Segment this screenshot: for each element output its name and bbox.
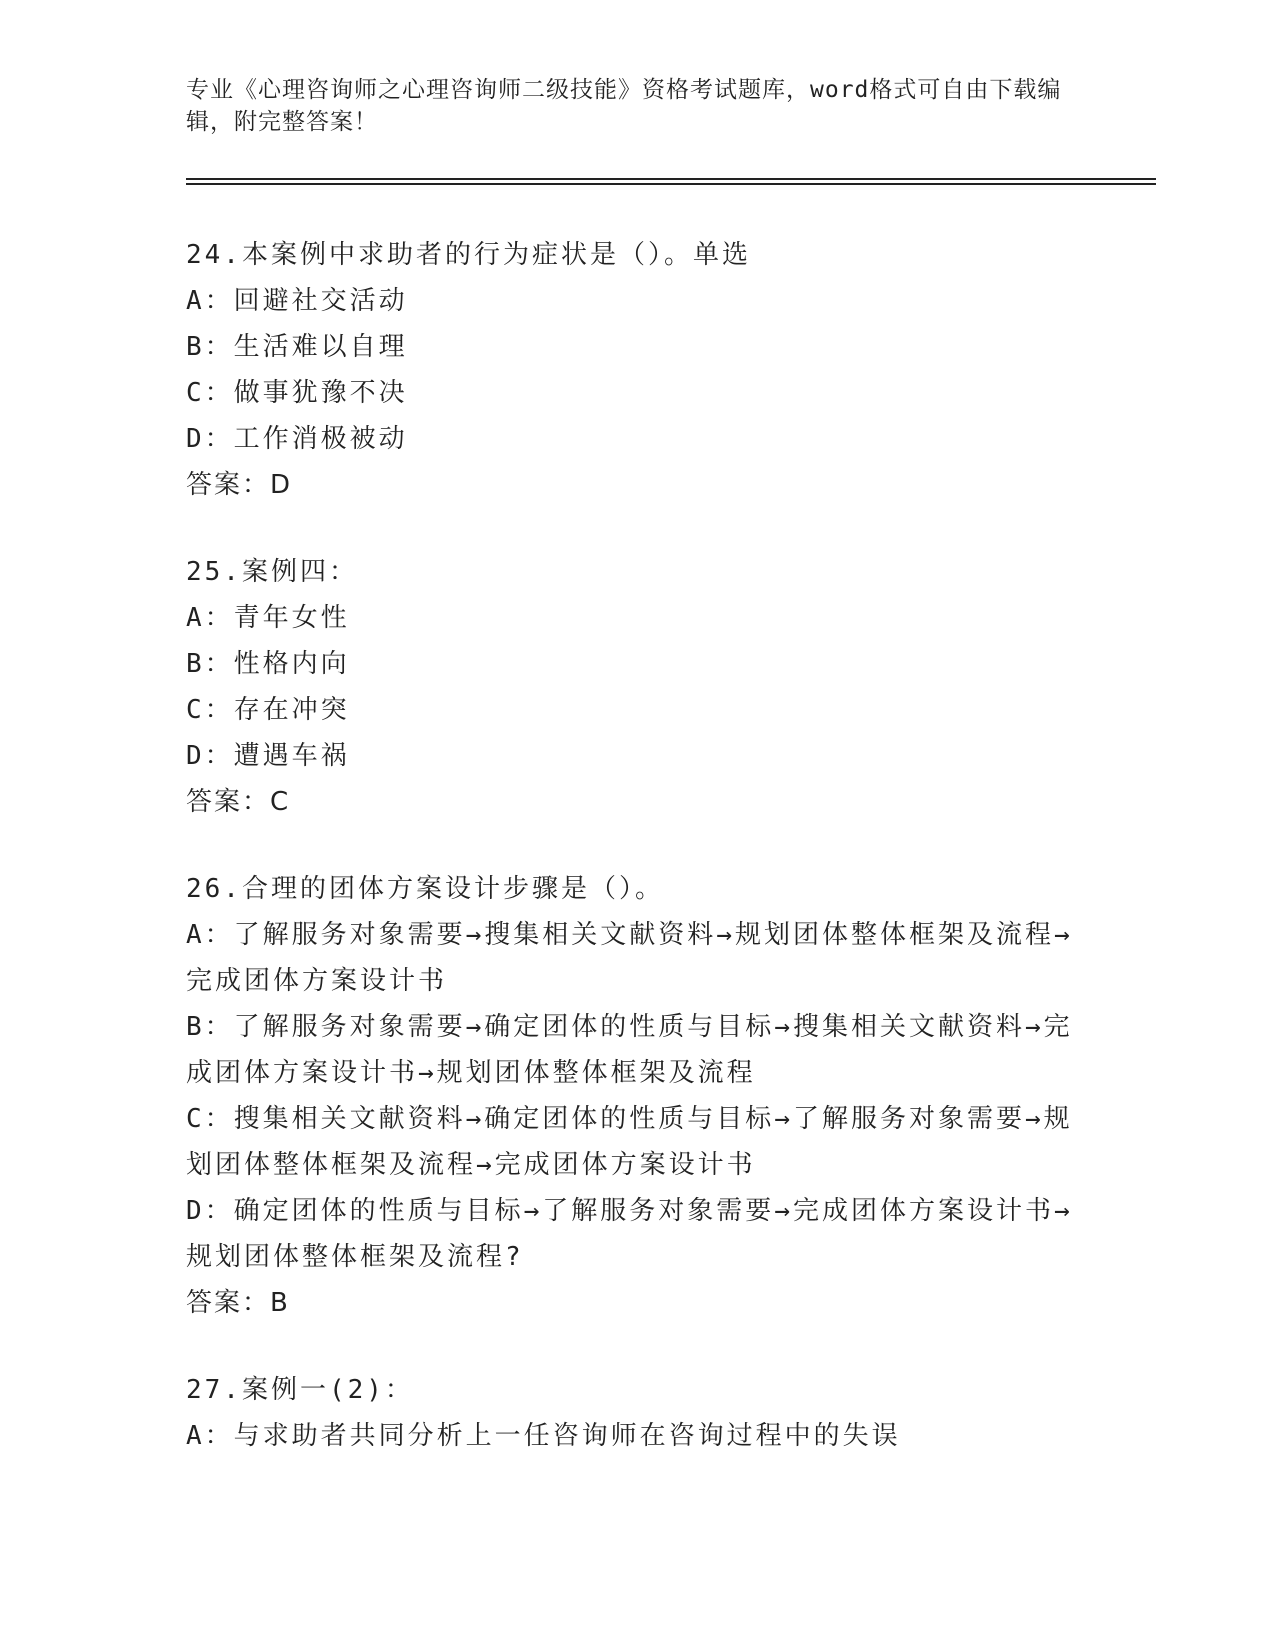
question-stem: 25.案例四： <box>186 557 358 587</box>
option-text: 搜集相关文献资料→确定团体的性质与目标→了解服务对象需要→规划团体整体框架及流程→完成团体方案设计书 <box>186 1104 1073 1180</box>
option-c <box>186 370 1086 416</box>
option-label: A： <box>186 920 234 950</box>
option-b <box>186 1004 1086 1096</box>
option-label: D： <box>186 1196 234 1226</box>
option-a <box>186 912 1086 1004</box>
option-label: B： <box>186 332 234 362</box>
option-text: 做事犹豫不决 <box>233 378 408 408</box>
option-a <box>186 278 1086 324</box>
header-divider-top <box>186 178 1156 180</box>
option-label: A： <box>186 286 234 316</box>
answer-line: 答案：C <box>186 787 291 817</box>
option-text: 了解服务对象需要→搜集相关文献资料→规划团体整体框架及流程→完成团体方案设计书 <box>186 920 1073 996</box>
option-a <box>186 1413 1086 1459</box>
option-text: 性格内向 <box>233 649 350 679</box>
question-list <box>186 232 1086 1500</box>
option-text: 遭遇车祸 <box>233 741 350 771</box>
option-c <box>186 687 1086 733</box>
option-text: 了解服务对象需要→确定团体的性质与目标→搜集相关文献资料→完成团体方案设计书→规划团体整体框架及流程 <box>186 1012 1073 1088</box>
option-label: D： <box>186 741 234 771</box>
option-label: C： <box>186 1104 234 1134</box>
answer-line: 答案：B <box>186 1288 290 1318</box>
option-b <box>186 324 1086 370</box>
option-text: 与求助者共同分析上一任咨询师在咨询过程中的失误 <box>233 1421 901 1451</box>
option-text: 存在冲突 <box>233 695 350 725</box>
option-d <box>186 733 1086 779</box>
option-text: 青年女性 <box>233 603 350 633</box>
header-divider-bottom <box>186 183 1156 185</box>
option-d <box>186 1188 1086 1280</box>
question-stem: 24.本案例中求助者的行为症状是（）。单选 <box>186 240 751 270</box>
option-label: D： <box>186 424 234 454</box>
option-c <box>186 1096 1086 1188</box>
question-item <box>186 232 1086 508</box>
option-text: 工作消极被动 <box>233 424 408 454</box>
option-text: 回避社交活动 <box>233 286 408 316</box>
option-b <box>186 641 1086 687</box>
question-item <box>186 549 1086 825</box>
option-text: 确定团体的性质与目标→了解服务对象需要→完成团体方案设计书→规划团体整体框架及流程? <box>186 1196 1073 1272</box>
question-item <box>186 866 1086 1326</box>
question-stem: 27.案例一(2)： <box>186 1375 414 1405</box>
answer-line: 答案：D <box>186 470 293 500</box>
option-label: A： <box>186 603 234 633</box>
option-a <box>186 595 1086 641</box>
option-label: C： <box>186 695 234 725</box>
question-stem: 26.合理的团体方案设计步骤是（）。 <box>186 874 664 904</box>
option-label: B： <box>186 1012 234 1042</box>
option-text: 生活难以自理 <box>233 332 408 362</box>
document-header: 专业《心理咨询师之心理咨询师二级技能》资格考试题库，word格式可自由下载编辑，附完整答案！ <box>186 77 1062 135</box>
option-label: C： <box>186 378 234 408</box>
option-d <box>186 416 1086 462</box>
option-label: B： <box>186 649 234 679</box>
question-item <box>186 1367 1086 1459</box>
option-label: A： <box>186 1421 234 1451</box>
